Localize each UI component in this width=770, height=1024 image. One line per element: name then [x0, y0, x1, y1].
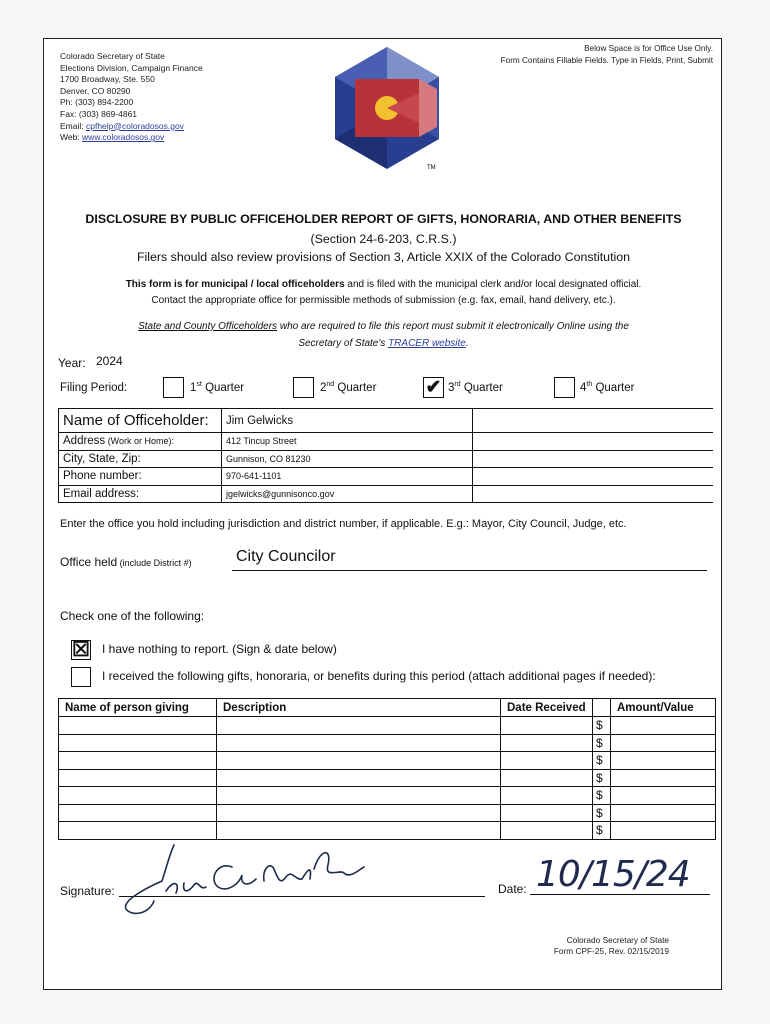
- year-label: Year:: [58, 356, 86, 370]
- address-label-text: Address: [63, 435, 106, 448]
- footer-agency: Colorado Secretary of State: [566, 935, 669, 945]
- gift-amount-cell[interactable]: [611, 822, 716, 840]
- q4-text: Quarter: [595, 381, 635, 394]
- table-row: [59, 822, 716, 840]
- gift-date-cell[interactable]: [501, 769, 593, 787]
- q2-sup: nd: [326, 381, 335, 388]
- agency-email-line: [60, 121, 203, 133]
- quarter-4-label: [580, 381, 634, 394]
- gift-amount-cell[interactable]: [611, 752, 716, 770]
- state-county-rest: who are required to file this report must submit it electronically Online using the: [277, 321, 629, 332]
- gifts-table: [58, 698, 716, 840]
- city-blank: [473, 450, 714, 468]
- gift-description-cell[interactable]: [217, 804, 501, 822]
- name-label: Name of Officeholder:: [59, 409, 222, 433]
- currency-symbol: $: [593, 804, 611, 822]
- gift-description-cell[interactable]: [217, 752, 501, 770]
- gift-name-cell[interactable]: [59, 787, 217, 805]
- received-gifts-checkbox[interactable]: [71, 667, 91, 687]
- gift-name-cell[interactable]: [59, 752, 217, 770]
- currency-symbol: $: [593, 717, 611, 735]
- received-gifts-label: I received the following gifts, honoraria, or benefits during this period (attach additional pages if needed):: [102, 669, 656, 683]
- office-held-hint: (include District #): [117, 558, 192, 568]
- year-field[interactable]: 2024: [96, 354, 123, 368]
- gifts-table-header: [59, 699, 716, 717]
- office-use-line: Below Space is for Office Use Only.: [584, 44, 713, 53]
- gift-description-cell[interactable]: [217, 822, 501, 840]
- gift-date-cell[interactable]: [501, 804, 593, 822]
- email-field[interactable]: jgelwicks@gunnisonco.gov: [222, 485, 473, 503]
- gift-amount-cell[interactable]: [611, 769, 716, 787]
- nothing-to-report-checkbox[interactable]: ☒: [72, 639, 90, 661]
- handwritten-signature: [114, 839, 374, 919]
- fillable-note-line: Form Contains Fillable Fields. Type in Fields, Print, Submit: [500, 56, 713, 65]
- agency-line: Denver, CO 80290: [60, 85, 131, 96]
- currency-symbol: $: [593, 734, 611, 752]
- tracer-note: [44, 338, 723, 349]
- q4-num: 4: [580, 381, 587, 394]
- q1-sup: st: [196, 381, 202, 388]
- address-hint: (Work or Home):: [105, 436, 175, 447]
- gift-name-cell[interactable]: [59, 822, 217, 840]
- office-held-text: Office held: [60, 555, 118, 569]
- gift-description-cell[interactable]: [217, 734, 501, 752]
- gift-amount-cell[interactable]: [611, 717, 716, 735]
- agency-line: Ph: (303) 894-2200: [60, 97, 134, 108]
- gift-date-cell[interactable]: [501, 822, 593, 840]
- col-name-giving: Name of person giving: [59, 699, 217, 717]
- signature-label: Signature:: [60, 884, 115, 898]
- agency-line: Fax: (303) 869-4861: [60, 108, 138, 119]
- office-instruction: Enter the office you hold including jurisdiction and district number, if applicable. E.g.: Mayor, City Council, Judge, etc.: [60, 518, 627, 530]
- address-label: [59, 433, 222, 451]
- quarter-3-checkbox[interactable]: ✔: [423, 377, 444, 398]
- agency-web-link[interactable]: www.coloradosos.gov: [82, 132, 165, 143]
- gift-description-cell[interactable]: [217, 769, 501, 787]
- state-county-underlined: State and County Officeholders: [138, 321, 278, 332]
- agency-email-link[interactable]: cpfhelp@coloradosos.gov: [85, 120, 184, 131]
- agency-address-block: [60, 51, 203, 144]
- gift-amount-cell[interactable]: [611, 804, 716, 822]
- gift-description-cell[interactable]: [217, 717, 501, 735]
- q2-text: Quarter: [337, 381, 377, 394]
- tracer-website-link[interactable]: TRACER website: [388, 338, 466, 349]
- phone-blank: [473, 468, 714, 486]
- officeholder-info-table: [58, 408, 713, 503]
- quarter-2-checkbox[interactable]: [293, 377, 314, 398]
- table-row: [59, 787, 716, 805]
- office-held-label: [60, 555, 192, 569]
- nothing-to-report-label: I have nothing to report. (Sign & date below): [102, 642, 337, 656]
- gift-date-cell[interactable]: [501, 787, 593, 805]
- q3-text: Quarter: [463, 381, 503, 394]
- gift-date-cell[interactable]: [501, 734, 593, 752]
- name-blank: [473, 409, 714, 433]
- gift-date-cell[interactable]: [501, 717, 593, 735]
- state-county-note: [44, 321, 723, 332]
- q2-num: 2: [320, 381, 327, 394]
- quarter-3-label: [448, 381, 503, 394]
- agency-line: Colorado Secretary of State: [60, 51, 165, 61]
- date-field[interactable]: 10/15/24: [536, 854, 690, 895]
- currency-symbol: $: [593, 787, 611, 805]
- phone-field[interactable]: 970-641-1101: [222, 468, 473, 486]
- gift-amount-cell[interactable]: [611, 787, 716, 805]
- municipal-note: [44, 279, 723, 290]
- q3-num: 3: [448, 381, 455, 394]
- quarter-1-checkbox[interactable]: [163, 377, 184, 398]
- gift-name-cell[interactable]: [59, 734, 217, 752]
- table-row: [59, 804, 716, 822]
- gift-name-cell[interactable]: [59, 804, 217, 822]
- address-blank: [473, 433, 714, 451]
- email-label: Email:: [60, 120, 86, 131]
- office-held-underline: [232, 570, 707, 571]
- colorado-sos-logo: [327, 43, 447, 178]
- form-title: DISCLOSURE BY PUBLIC OFFICEHOLDER REPORT OF GIFTS, HONORARIA, AND OTHER BENEFITS: [85, 212, 682, 226]
- disclosure-form-page: [43, 38, 722, 990]
- table-row: [59, 717, 716, 735]
- q1-text: Quarter: [205, 381, 245, 394]
- office-held-field[interactable]: City Councilor: [236, 548, 336, 565]
- q1-num: 1: [190, 381, 197, 394]
- filing-period-label: Filing Period:: [60, 382, 128, 394]
- gift-amount-cell[interactable]: [611, 734, 716, 752]
- email-label: Email address:: [59, 485, 222, 503]
- agency-line: Elections Division, Campaign Finance: [60, 62, 203, 73]
- footer-form-number: Form CPF-25, Rev. 02/15/2019: [553, 946, 669, 956]
- address-field[interactable]: 412 Tincup Street: [222, 433, 473, 451]
- table-row: [59, 752, 716, 770]
- table-row: [59, 734, 716, 752]
- office-use-note: [501, 43, 713, 67]
- gift-name-cell[interactable]: [59, 717, 217, 735]
- date-label: Date:: [498, 882, 527, 896]
- email-blank: [473, 485, 714, 503]
- currency-symbol: $: [593, 752, 611, 770]
- check-one-heading: Check one of the following:: [60, 609, 205, 623]
- currency-symbol: $: [593, 769, 611, 787]
- phone-label: Phone number:: [59, 468, 222, 486]
- city-field[interactable]: Gunnison, CO 81230: [222, 450, 473, 468]
- table-row: [59, 769, 716, 787]
- name-field[interactable]: Jim Gelwicks: [222, 409, 473, 433]
- quarter-2-label: [320, 381, 376, 394]
- tracer-pre: Secretary of State's: [298, 338, 389, 349]
- quarter-1-label: [190, 381, 244, 394]
- quarter-4-checkbox[interactable]: [554, 377, 575, 398]
- col-date-received: Date Received: [501, 699, 593, 717]
- q4-sup: th: [586, 381, 593, 388]
- currency-symbol: $: [593, 822, 611, 840]
- web-label: Web:: [60, 132, 83, 143]
- municipal-note-bold: This form is for municipal / local officeholders: [125, 279, 345, 290]
- form-footer: [554, 935, 669, 957]
- agency-web-line: [60, 132, 203, 144]
- col-amount: Amount/Value: [611, 699, 716, 717]
- agency-line: 1700 Broadway, Ste. 550: [60, 74, 155, 85]
- city-label: City, State, Zip:: [59, 450, 222, 468]
- contact-note: Contact the appropriate office for permissible methods of submission (e.g. fax, email, hand delivery, etc.).: [151, 295, 616, 306]
- municipal-note-rest: and is filed with the municipal clerk and/or local designated official.: [344, 279, 642, 290]
- col-currency: [593, 699, 611, 717]
- gift-name-cell[interactable]: [59, 769, 217, 787]
- tracer-post: .: [465, 338, 469, 349]
- statute-reference: (Section 24-6-203, C.R.S.): [310, 232, 457, 246]
- gift-description-cell[interactable]: [217, 787, 501, 805]
- gift-date-cell[interactable]: [501, 752, 593, 770]
- logo-tm-mark: TM: [427, 165, 436, 171]
- col-description: Description: [217, 699, 501, 717]
- constitution-note: Filers should also review provisions of Section 3, Article XXIX of the Colorado Constitution: [136, 250, 631, 264]
- q3-sup: rd: [454, 381, 461, 388]
